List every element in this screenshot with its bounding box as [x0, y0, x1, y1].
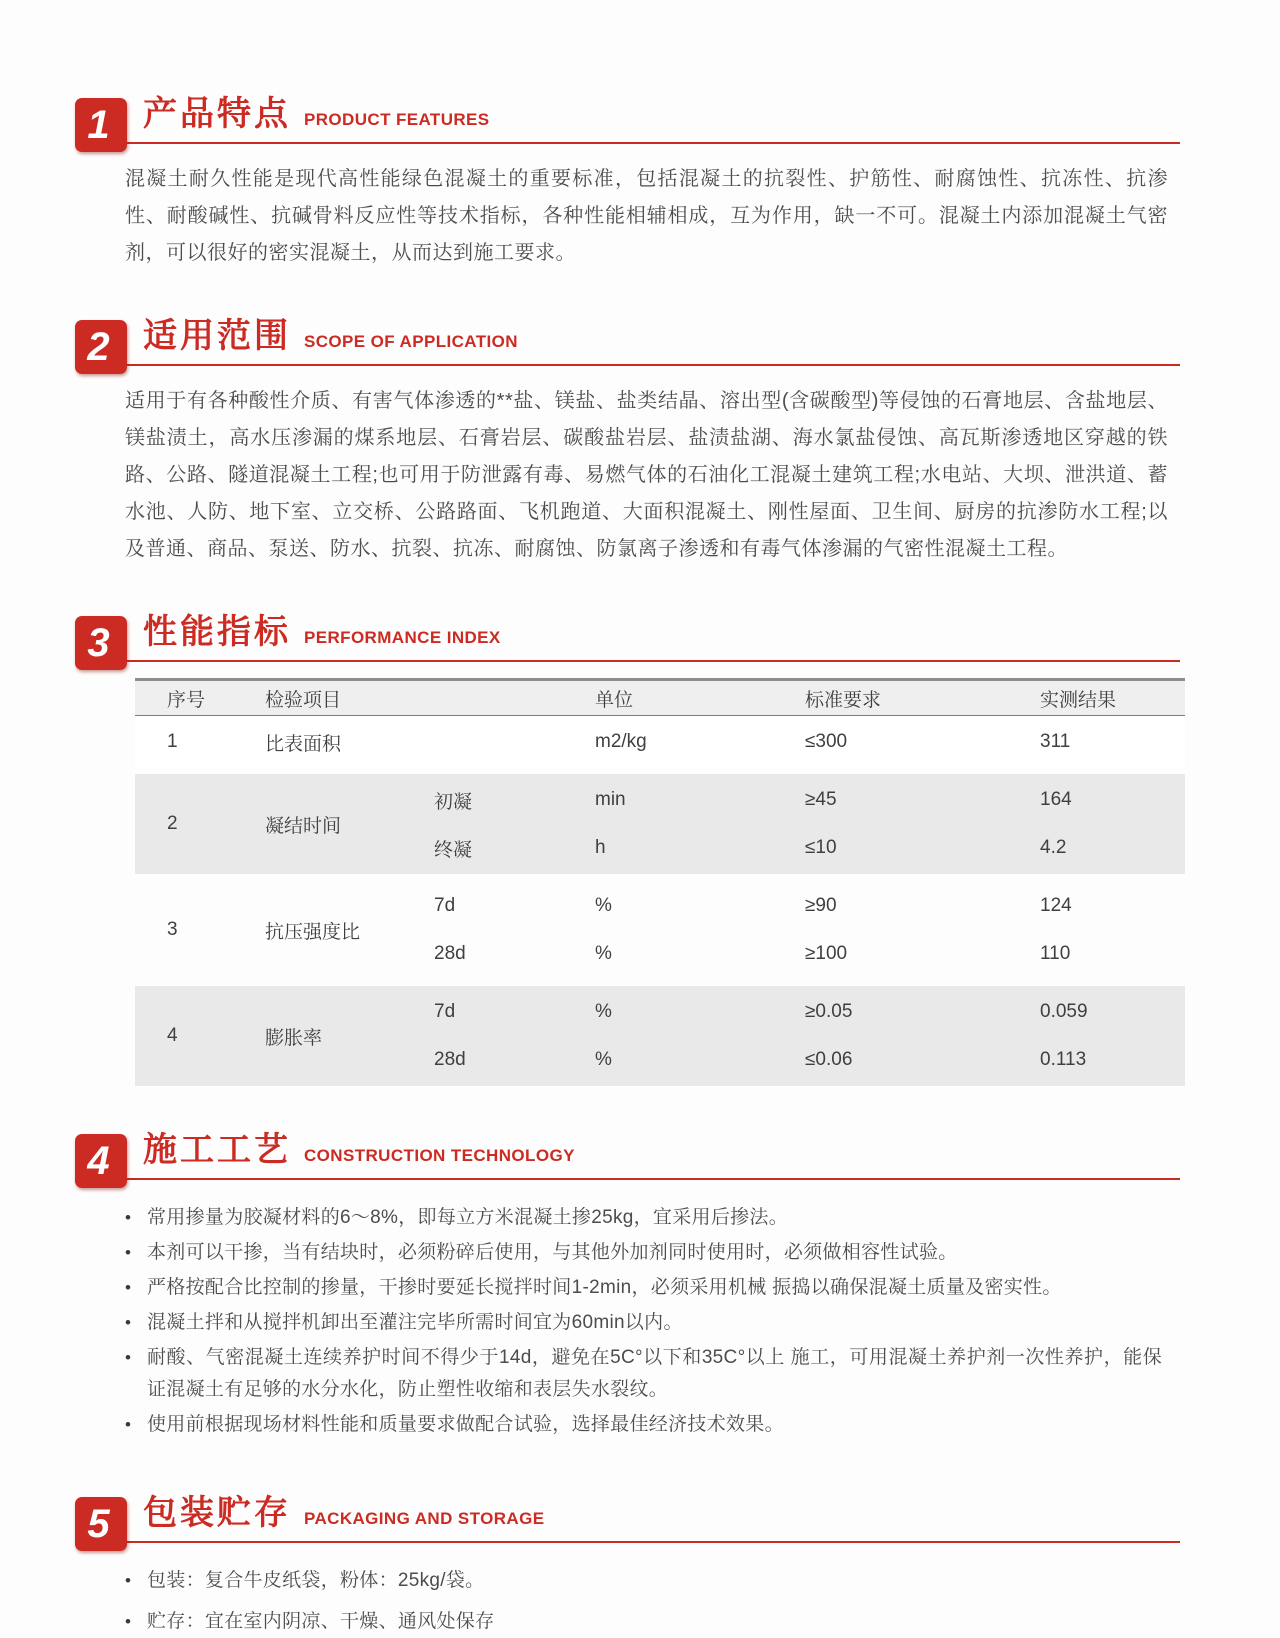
section-number-badge: 4	[75, 1134, 127, 1188]
cell-result: 4.2	[1040, 837, 1067, 858]
section-header	[75, 1485, 1180, 1546]
section-performance-index	[0, 604, 1280, 1086]
list-item	[125, 1342, 1162, 1406]
section-paragraph: 适用于有各种酸性介质、有害气体渗透的**盐、镁盐、盐类结晶、溶出型(含碳酸型)等侵蚀的石膏地层、含盐地层、镁盐渍土，高水压渗漏的煤系地层、石膏岩层、碳酸盐岩层、盐渍盐湖、海水氯盐侵蚀、高瓦斯渗透地区穿越的铁路、公路、隧道混凝土工程;也可用于防泄露有毒、易燃气体的石油化工混凝土建筑工程;水电站、大坝、泄洪道、蓄水池、人防、地下室、立交桥、公路路面、飞机跑道、大面积混凝土、刚性屋面、卫生间、厨房的抗渗防水工程;以及普通、商品、泵送、防水、抗裂、抗冻、耐腐蚀、防氯离子渗透和有毒气体渗漏的气密性混凝土工程。	[125, 390, 1168, 560]
section-header	[75, 308, 1180, 369]
list-item-text: 本剂可以干掺，当有结块时，必须粉碎后使用，与其他外加剂同时使用时，必须做相容性试验。	[147, 1242, 958, 1263]
table-header-row	[135, 678, 1185, 716]
cell-standard: ≥0.05	[805, 1001, 853, 1022]
bullet-icon: •	[125, 1243, 132, 1262]
cell-no: 1	[167, 731, 178, 752]
cell-result: 311	[1040, 731, 1071, 752]
section-number-badge: 3	[75, 616, 127, 670]
cell-standard: ≤0.06	[805, 1049, 853, 1070]
performance-table	[135, 678, 1185, 1086]
section-packaging-and-storage	[0, 1485, 1280, 1638]
table-row-group-setting-time	[135, 774, 1185, 874]
cell-result: 164	[1040, 789, 1072, 810]
list-item-text: 严格按配合比控制的掺量，干掺时要延长搅拌时间1-2min，必须采用机械 振捣以确保混凝土质量及密实性。	[147, 1277, 1062, 1298]
cell-unit: %	[595, 1001, 612, 1022]
cell-sub: 初凝	[434, 791, 473, 813]
section-title-en: CONSTRUCTION TECHNOLOGY	[304, 1146, 575, 1165]
section-title-cn: 适用范围	[143, 317, 291, 355]
table-row-group-compressive-ratio	[135, 880, 1185, 980]
cell-item: 比表面积	[265, 733, 342, 755]
bullet-icon: •	[125, 1612, 132, 1631]
list-item-text: 包装：复合牛皮纸袋，粉体：25kg/袋。	[147, 1570, 485, 1591]
cell-sub: 7d	[434, 895, 456, 916]
col-header-item: 检验项目	[265, 689, 342, 711]
bullet-icon: •	[125, 1313, 132, 1332]
bullet-icon: •	[125, 1278, 132, 1297]
cell-sub: 28d	[434, 943, 466, 964]
cell-result: 0.113	[1040, 1049, 1087, 1070]
cell-result: 110	[1040, 943, 1071, 964]
section-number-badge: 1	[75, 98, 127, 152]
cell-sub: 28d	[434, 1049, 466, 1070]
list-item-text: 使用前根据现场材料性能和质量要求做配合试验，选择最佳经济技术效果。	[147, 1414, 784, 1435]
list-item-text: 常用掺量为胶凝材料的6～8%，即每立方米混凝土掺25kg，宜采用后掺法。	[147, 1207, 789, 1228]
cell-no: 2	[167, 813, 178, 834]
cell-unit: %	[595, 943, 612, 964]
bullet-icon: •	[125, 1415, 132, 1434]
section-title-cn: 性能指标	[143, 613, 291, 651]
cell-sub: 终凝	[434, 839, 473, 861]
section-number-badge: 5	[75, 1497, 127, 1551]
cell-unit: min	[595, 789, 626, 810]
table-row-group-expansion-rate	[135, 986, 1185, 1086]
list-item-text: 耐酸、气密混凝土连续养护时间不得少于14d，避免在5C°以下和35C°以上 施工，可用混凝土养护剂一次性养护，能保证混凝土有足够的水分水化，防止塑性收缩和表层失水裂纹。	[147, 1347, 1162, 1400]
bullet-icon: •	[125, 1571, 132, 1590]
table-row-specific-surface	[135, 716, 1185, 768]
cell-unit: h	[595, 837, 606, 858]
section-title-en: PRODUCT FEATURES	[304, 110, 490, 129]
list-item	[125, 1307, 1162, 1339]
cell-standard: ≤10	[805, 837, 837, 858]
section-title-en: PACKAGING AND STORAGE	[304, 1509, 545, 1528]
cell-sub: 7d	[434, 1001, 456, 1022]
col-header-no: 序号	[167, 689, 206, 711]
section-title-en: PERFORMANCE INDEX	[304, 628, 501, 647]
cell-no: 3	[167, 919, 178, 940]
col-header-standard: 标准要求	[805, 689, 882, 711]
section-number-badge: 2	[75, 320, 127, 374]
list-item	[125, 1409, 1162, 1441]
cell-no: 4	[167, 1025, 178, 1046]
section-paragraph: 混凝土耐久性能是现代高性能绿色混凝土的重要标准，包括混凝土的抗裂性、护筋性、耐腐蚀性、抗冻性、抗渗性、耐酸碱性、抗碱骨料反应性等技术指标，各种性能相辅相成，互为作用，缺一不可。混凝土内添加混凝土气密剂，可以很好的密实混凝土，从而达到施工要求。	[125, 168, 1168, 264]
bullet-list	[125, 1202, 1162, 1441]
section-title-underline	[127, 1122, 1180, 1180]
list-item-text: 贮存：宜在室内阴凉、干燥、通风处保存	[147, 1611, 495, 1632]
section-scope-of-application	[0, 308, 1280, 568]
cell-item: 抗压强度比	[265, 921, 361, 943]
list-item	[125, 1202, 1162, 1234]
section-construction-technology	[0, 1122, 1280, 1441]
list-item	[125, 1272, 1162, 1304]
section-title-cn: 产品特点	[143, 95, 291, 133]
section-header	[75, 1122, 1180, 1183]
cell-standard: ≥90	[805, 895, 837, 916]
cell-unit: m2/kg	[595, 731, 647, 752]
cell-item: 膨胀率	[265, 1027, 323, 1049]
cell-standard: ≥100	[805, 943, 848, 964]
cell-unit: %	[595, 895, 612, 916]
section-header	[75, 86, 1180, 147]
bullet-icon: •	[125, 1348, 132, 1367]
section-title-cn: 包装贮存	[143, 1494, 291, 1532]
section-title-en: SCOPE OF APPLICATION	[304, 332, 518, 351]
cell-unit: %	[595, 1049, 612, 1070]
cell-standard: ≥45	[805, 789, 837, 810]
section-title-underline	[127, 86, 1180, 144]
section-title-underline	[127, 308, 1180, 366]
list-item	[125, 1565, 1162, 1597]
bullet-icon: •	[125, 1208, 132, 1227]
list-item-text: 混凝土拌和从搅拌机卸出至灌注完毕所需时间宜为60min以内。	[147, 1312, 683, 1333]
section-title-underline	[127, 604, 1180, 662]
cell-standard: ≤300	[805, 731, 848, 752]
cell-item: 凝结时间	[265, 815, 342, 837]
cell-result: 124	[1040, 895, 1072, 916]
list-item	[125, 1237, 1162, 1269]
cell-result: 0.059	[1040, 1001, 1088, 1022]
list-item	[125, 1606, 1162, 1638]
section-header	[75, 604, 1180, 665]
col-header-result: 实测结果	[1040, 689, 1117, 711]
col-header-unit: 单位	[595, 689, 634, 711]
section-product-features	[0, 86, 1280, 272]
bullet-list	[125, 1565, 1162, 1638]
section-title-cn: 施工工艺	[143, 1131, 291, 1169]
section-title-underline	[127, 1485, 1180, 1543]
